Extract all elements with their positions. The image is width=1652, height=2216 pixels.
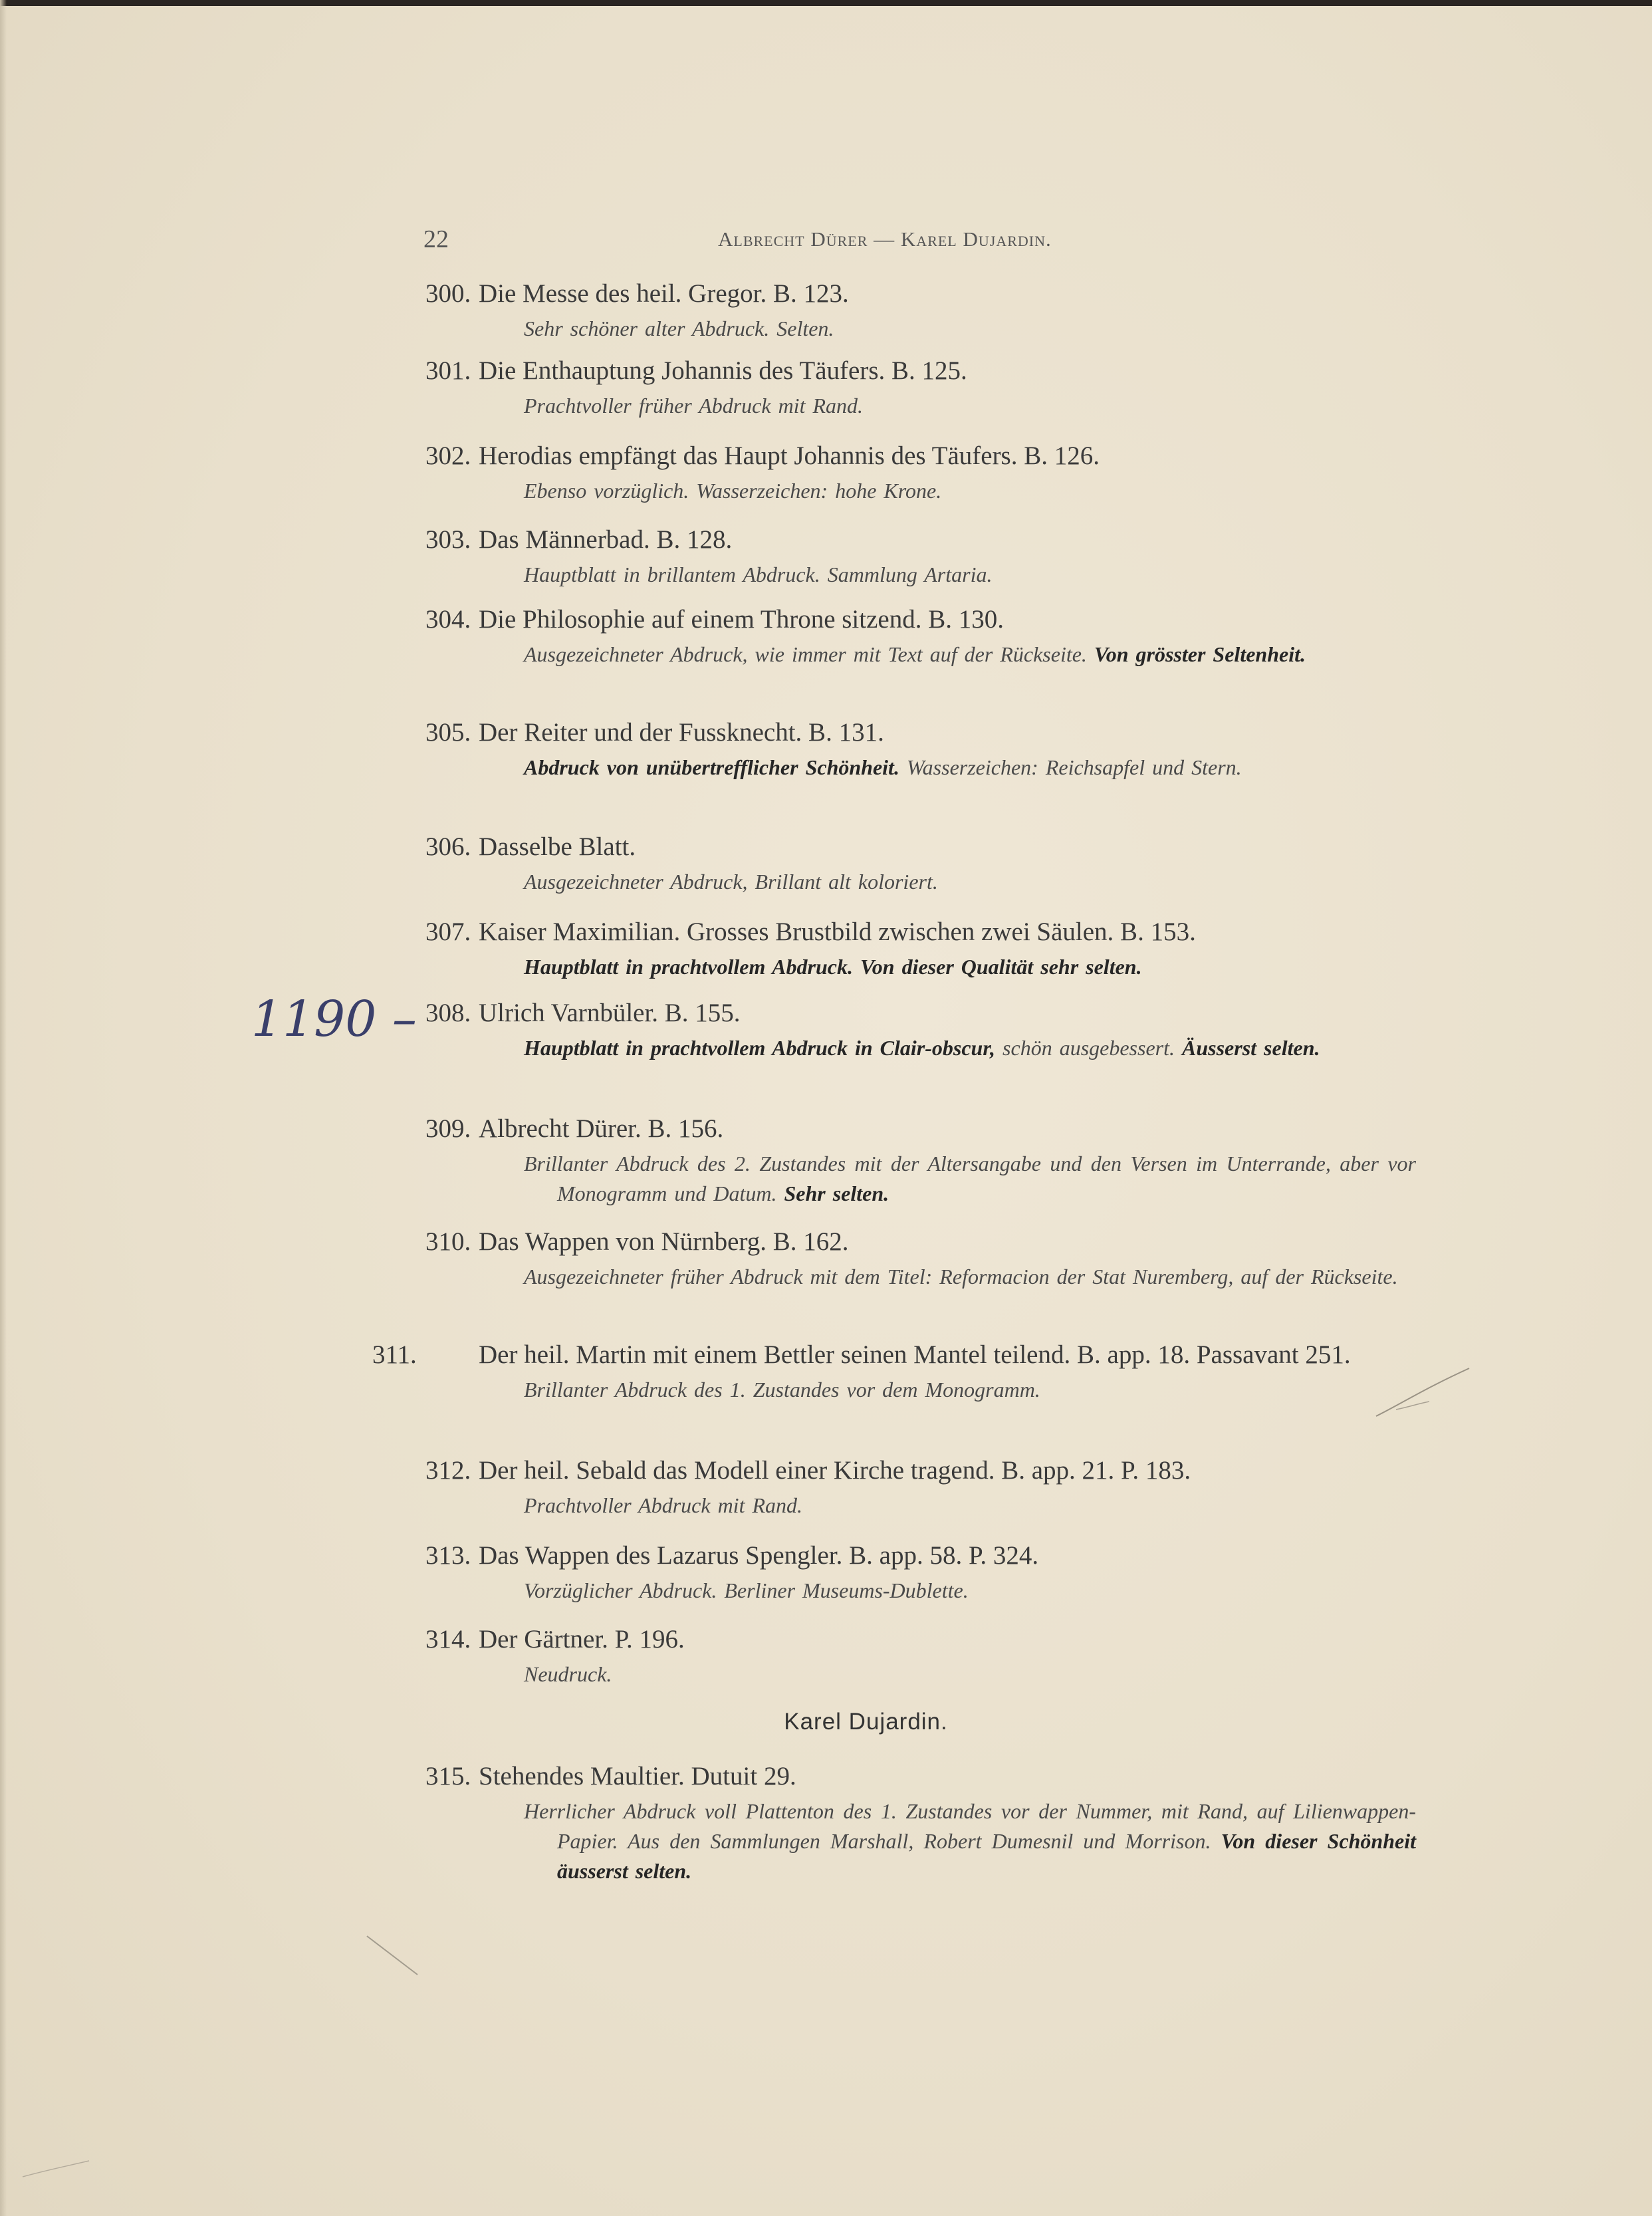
entry-note: Vorzüglicher Abdruck. Berliner Museums-Dublette.	[524, 1578, 969, 1602]
note-emphasis: Von grösster Seltenheit.	[1094, 642, 1306, 666]
entry-note: Brillanter Abdruck des 1. Zustandes vor dem Monogramm.	[524, 1378, 1040, 1402]
entry-note	[524, 1149, 1416, 1209]
entry-title	[425, 354, 1416, 388]
list-item	[425, 1539, 1416, 1606]
entry-title	[425, 830, 1416, 864]
entry-number: 305.	[425, 718, 471, 747]
entry-number: 302.	[425, 441, 471, 470]
entry-title	[425, 439, 1416, 473]
pencil-mark	[20, 2154, 93, 2181]
note-text: Wasserzeichen: Reichsapfel und Stern.	[906, 755, 1242, 779]
list-item	[425, 602, 1416, 670]
list-item	[425, 1112, 1416, 1209]
entry-title	[425, 1539, 1416, 1573]
note-emphasis: Hauptblatt in prachtvollem Abdruck. Von dieser Qualität sehr selten.	[524, 955, 1142, 979]
entry-title-text: Stehendes Maultier. Dutuit 29.	[479, 1762, 796, 1790]
entry-title-text: Herodias empfängt das Haupt Johannis des Täufers. B. 126.	[479, 441, 1100, 470]
note-text: Ausgezeichneter Abdruck, wie immer mit Text auf der Rückseite.	[524, 642, 1087, 666]
list-item	[425, 830, 1416, 897]
entry-title-text: Der heil. Martin mit einem Bettler seinen Mantel teilend. B. app. 18. Passavant 251.	[479, 1340, 1351, 1369]
entry-title	[425, 602, 1416, 637]
entry-title-text: Die Enthauptung Johannis des Täufers. B. 125.	[479, 356, 967, 385]
entry-title-text: Das Männerbad. B. 128.	[479, 525, 733, 554]
entry-title-text: Der heil. Sebald das Modell einer Kirche tragend. B. app. 21. P. 183.	[479, 1456, 1191, 1485]
list-item	[425, 1453, 1416, 1521]
list-item	[425, 915, 1416, 982]
entry-note: Ausgezeichneter früher Abdruck mit dem Titel: Reformacion der Stat Nuremberg, auf der Rückseite.	[524, 1265, 1398, 1289]
entry-title-text: Der Reiter und der Fussknecht. B. 131.	[479, 718, 884, 747]
entry-title	[425, 1112, 1416, 1146]
entry-number: 312.	[425, 1456, 471, 1485]
entry-title-text: Das Wappen von Nürnberg. B. 162.	[479, 1227, 849, 1256]
entry-number: 306.	[425, 832, 471, 861]
entry-note: Prachtvoller früher Abdruck mit Rand.	[524, 394, 863, 418]
entry-number: 304.	[425, 605, 471, 634]
entry-note: Sehr schöner alter Abdruck. Selten.	[524, 316, 834, 340]
note-emphasis: Hauptblatt in prachtvollem Abdruck in Clair-obscur,	[524, 1036, 996, 1060]
entry-number: 314.	[425, 1625, 471, 1654]
pencil-mark	[364, 1933, 424, 1980]
entry-title-text: Kaiser Maximilian. Grosses Brustbild zwischen zwei Säulen. B. 153.	[479, 918, 1196, 946]
note-emphasis: Von dieser Schönheit äusserst selten.	[557, 1829, 1417, 1883]
note-text: schön ausgebessert.	[1003, 1036, 1175, 1060]
entry-number: 307.	[425, 918, 471, 946]
entry-note	[524, 952, 1416, 982]
list-item	[425, 1759, 1416, 1886]
entry-note	[524, 1796, 1416, 1886]
entry-number: 300.	[425, 279, 471, 308]
entry-title-text: Die Philosophie auf einem Throne sitzend. B. 130.	[479, 605, 1004, 634]
note-emphasis: Sehr selten.	[784, 1181, 889, 1205]
entry-note	[524, 1033, 1416, 1063]
entry-title	[425, 523, 1416, 557]
entry-title	[425, 1225, 1416, 1259]
pencil-mark	[1369, 1363, 1476, 1423]
entry-note: Hauptblatt in brillantem Abdruck. Sammlung Artaria.	[524, 562, 993, 586]
entry-title	[425, 1759, 1416, 1794]
entry-number: 308.	[425, 999, 471, 1027]
entry-title-text: Dasselbe Blatt.	[479, 832, 636, 861]
note-text: Herrlicher Abdruck voll Plattenton des 1. Zustandes vor der Nummer, mit Rand, auf Lilienwappen-Papier. Aus den Sammlungen Marshall, Robert Dumesnil und Morrison.	[524, 1799, 1416, 1853]
entry-title	[372, 1338, 1416, 1372]
entry-number: 315.	[425, 1762, 471, 1790]
list-item	[425, 523, 1416, 590]
entry-note	[524, 640, 1416, 670]
entry-title	[425, 915, 1416, 949]
note-emphasis: Äusserst selten.	[1182, 1036, 1320, 1060]
entry-title	[425, 715, 1416, 750]
entry-title-text: Das Wappen des Lazarus Spengler. B. app. 58. P. 324.	[479, 1541, 1039, 1570]
list-item	[425, 439, 1416, 506]
entry-number: 309.	[425, 1114, 471, 1143]
entry-number: 301.	[425, 356, 471, 385]
list-item	[425, 1622, 1416, 1689]
page-number: 22	[423, 225, 449, 253]
entry-title	[425, 996, 1416, 1031]
entry-title-text: Der Gärtner. P. 196.	[479, 1625, 685, 1654]
list-item	[372, 1338, 1416, 1405]
entry-number: 313.	[425, 1541, 471, 1570]
entry-number: 311.	[372, 1340, 417, 1369]
entry-number: 303.	[425, 525, 471, 554]
list-item	[425, 996, 1416, 1063]
note-text: Brillanter Abdruck des 2. Zustandes mit der Altersangabe und den Versen im Unterrande, aber vor Monogramm und Datum.	[524, 1152, 1416, 1205]
entry-title-text: Ulrich Varnbüler. B. 155.	[479, 999, 741, 1027]
entry-title-text: Albrecht Dürer. B. 156.	[479, 1114, 724, 1143]
handwritten-price-text: 1190 –	[251, 991, 417, 1048]
list-item	[425, 277, 1416, 344]
handwritten-price-annotation	[249, 977, 435, 1070]
entry-note: Prachtvoller Abdruck mit Rand.	[524, 1493, 802, 1517]
scan-left-edge	[0, 0, 7, 2216]
scan-top-edge	[0, 0, 1652, 6]
entry-number: 310.	[425, 1227, 471, 1256]
list-item	[425, 715, 1416, 783]
entry-title-text: Die Messe des heil. Gregor. B. 123.	[479, 279, 849, 308]
note-emphasis: Abdruck von unübertrefflicher Schönheit.	[524, 755, 899, 779]
entry-note: Neudruck.	[524, 1662, 612, 1686]
entry-title	[425, 277, 1416, 311]
running-head	[0, 225, 1652, 258]
list-item	[425, 354, 1416, 421]
entry-note: Ebenso vorzüglich. Wasserzeichen: hohe Krone.	[524, 479, 942, 503]
entry-title	[425, 1622, 1416, 1657]
list-item	[425, 1225, 1416, 1292]
entry-note	[524, 753, 1416, 783]
entry-note: Ausgezeichneter Abdruck, Brillant alt koloriert.	[524, 870, 938, 894]
running-title: Albrecht Dürer — Karel Dujardin.	[718, 227, 1052, 251]
section-heading: Karel Dujardin.	[784, 1709, 948, 1735]
entry-title	[425, 1453, 1416, 1488]
